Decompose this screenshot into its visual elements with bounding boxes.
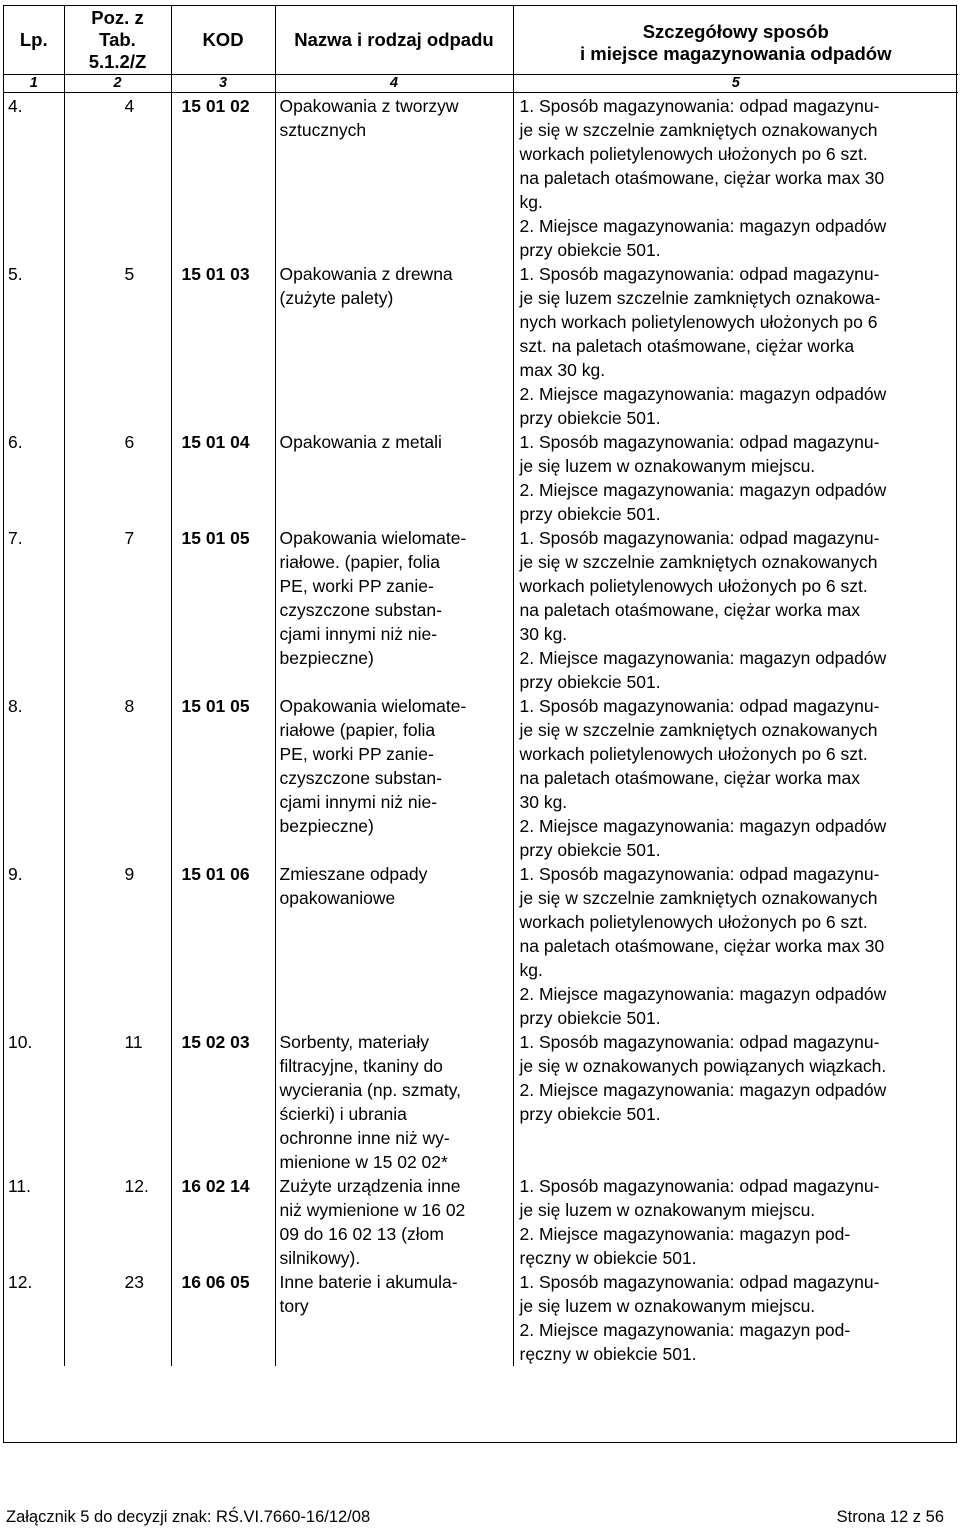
row-nazwa: Zmieszane odpady opakowaniowe <box>275 862 513 1030</box>
row-lp: 11. <box>4 1174 64 1270</box>
column-number: 4 <box>275 75 513 93</box>
footer-page-number: Strona 12 z 56 <box>836 1508 944 1526</box>
column-number: 2 <box>64 75 171 93</box>
footer-attachment-reference: Załącznik 5 do decyzji znak: RŚ.VI.7660-16/12/08 <box>6 1508 371 1526</box>
row-sposob: 1. Sposób magazynowania: odpad magazynu- je się w szczelnie zamkniętych oznakowanych workach polietylenowych ułożonych po 6 szt. na paletach otaśmowane, ciężar worka max 30 kg. 2. Miejsce magazynowania: magazyn odpadów przy obiekcie 501. <box>519 96 887 260</box>
table-header-row <box>4 6 958 75</box>
header-sposob-line1: Szczegółowy sposób <box>642 21 829 42</box>
row-lp: 9. <box>4 862 64 1030</box>
row-lp: 10. <box>4 1030 64 1174</box>
header-nazwa: Nazwa i rodzaj odpadu <box>275 6 513 75</box>
row-poz: 9 <box>64 862 171 1030</box>
row-poz: 4 <box>64 93 171 263</box>
row-poz: 8 <box>64 694 171 862</box>
column-number: 5 <box>513 75 958 93</box>
row-kod: 15 01 05 <box>171 526 275 694</box>
row-poz: 23 <box>64 1270 171 1366</box>
table-row <box>4 1030 958 1174</box>
row-nazwa: Opakowania z drewna (zużyte palety) <box>275 262 513 430</box>
table-row <box>4 93 958 263</box>
row-nazwa: Zużyte urządzenia inne niż wymienione w 16 02 09 do 16 02 13 (złom silnikowy). <box>275 1174 513 1270</box>
row-kod: 15 01 02 <box>171 93 275 263</box>
row-lp: 5. <box>4 262 64 430</box>
table-row <box>4 430 958 526</box>
row-sposob: 1. Sposób magazynowania: odpad magazynu- je się w szczelnie zamkniętych oznakowanych workach polietylenowych ułożonych po 6 szt. na paletach otaśmowane, ciężar worka max 30 kg. 2. Miejsce magazynowania: magazyn odpadów przy obiekcie 501. <box>519 528 887 692</box>
row-nazwa: Opakowania z metali <box>275 430 513 526</box>
row-poz: 7 <box>64 526 171 694</box>
row-kod: 15 02 03 <box>171 1030 275 1174</box>
row-sposob: 1. Sposób magazynowania: odpad magazynu- je się luzem szczelnie zamkniętych oznakowa- nych workach polietylenowych ułożonych po 6 szt. na paletach otaśmowane, ciężar worka max 30 kg. 2. Miejsce magazynowania: magazyn odpadów przy obiekcie 501. <box>519 264 887 428</box>
column-number: 1 <box>4 75 64 93</box>
row-kod: 15 01 04 <box>171 430 275 526</box>
header-sposob <box>513 6 958 75</box>
row-sposob: 1. Sposób magazynowania: odpad magazynu- je się luzem w oznakowanym miejscu. 2. Miejsce magazynowania: magazyn odpadów przy obiekcie 501. <box>519 432 887 524</box>
column-number-row <box>4 75 958 93</box>
row-lp: 7. <box>4 526 64 694</box>
column-number: 3 <box>171 75 275 93</box>
table-row <box>4 262 958 430</box>
row-sposob: 1. Sposób magazynowania: odpad magazynu- je się luzem w oznakowanym miejscu. 2. Miejsce magazynowania: magazyn pod- ręczny w obiekcie 501. <box>519 1176 880 1268</box>
row-kod: 16 06 05 <box>171 1270 275 1366</box>
row-sposob: 1. Sposób magazynowania: odpad magazynu- je się w szczelnie zamkniętych oznakowanych workach polietylenowych ułożonych po 6 szt. na paletach otaśmowane, ciężar worka max 30 kg. 2. Miejsce magazynowania: magazyn odpadów przy obiekcie 501. <box>519 864 887 1028</box>
table-row <box>4 694 958 862</box>
row-nazwa: Sorbenty, materiały filtracyjne, tkaniny do wycierania (np. szmaty, ścierki) i ubrania ochronne inne niż wy- mienione w 15 02 02* <box>275 1030 513 1174</box>
row-kod: 15 01 06 <box>171 862 275 1030</box>
header-poz: Poz. z Tab. 5.1.2/Z <box>64 6 171 75</box>
row-sposob: 1. Sposób magazynowania: odpad magazynu- je się w szczelnie zamkniętych oznakowanych workach polietylenowych ułożonych po 6 szt. na paletach otaśmowane, ciężar worka max 30 kg. 2. Miejsce magazynowania: magazyn odpadów przy obiekcie 501. <box>519 696 887 860</box>
row-poz: 6 <box>64 430 171 526</box>
row-lp: 4. <box>4 93 64 263</box>
row-kod: 15 01 05 <box>171 694 275 862</box>
waste-storage-table <box>4 6 958 1366</box>
table-row <box>4 862 958 1030</box>
row-poz: 12. <box>64 1174 171 1270</box>
row-lp: 6. <box>4 430 64 526</box>
row-kod: 16 02 14 <box>171 1174 275 1270</box>
row-poz: 11 <box>64 1030 171 1174</box>
row-sposob: 1. Sposób magazynowania: odpad magazynu- je się luzem w oznakowanym miejscu. 2. Miejsce magazynowania: magazyn pod- ręczny w obiekcie 501. <box>519 1272 880 1364</box>
header-sposob-line2: i miejsce magazynowania odpadów <box>579 43 892 64</box>
row-lp: 8. <box>4 694 64 862</box>
row-lp: 12. <box>4 1270 64 1366</box>
table-row <box>4 1174 958 1270</box>
row-nazwa: Inne baterie i akumula- tory <box>275 1270 513 1366</box>
row-sposob: 1. Sposób magazynowania: odpad magazynu- je się w oznakowanych powiązanych wiązkach. 2. Miejsce magazynowania: magazyn odpadów przy obiekcie 501. <box>519 1032 887 1124</box>
row-poz: 5 <box>64 262 171 430</box>
row-nazwa: Opakowania z tworzyw sztucznych <box>275 93 513 263</box>
waste-storage-table-frame <box>3 5 957 1443</box>
row-nazwa: Opakowania wielomate- riałowe (papier, folia PE, worki PP zanie- czyszczone substan- cjami innymi niż nie- bezpieczne) <box>275 694 513 862</box>
table-row <box>4 526 958 694</box>
row-kod: 15 01 03 <box>171 262 275 430</box>
row-nazwa: Opakowania wielomate- riałowe. (papier, folia PE, worki PP zanie- czyszczone substan- cjami innymi niż nie- bezpieczne) <box>275 526 513 694</box>
table-row <box>4 1270 958 1366</box>
header-kod: KOD <box>171 6 275 75</box>
header-lp: Lp. <box>4 6 64 75</box>
